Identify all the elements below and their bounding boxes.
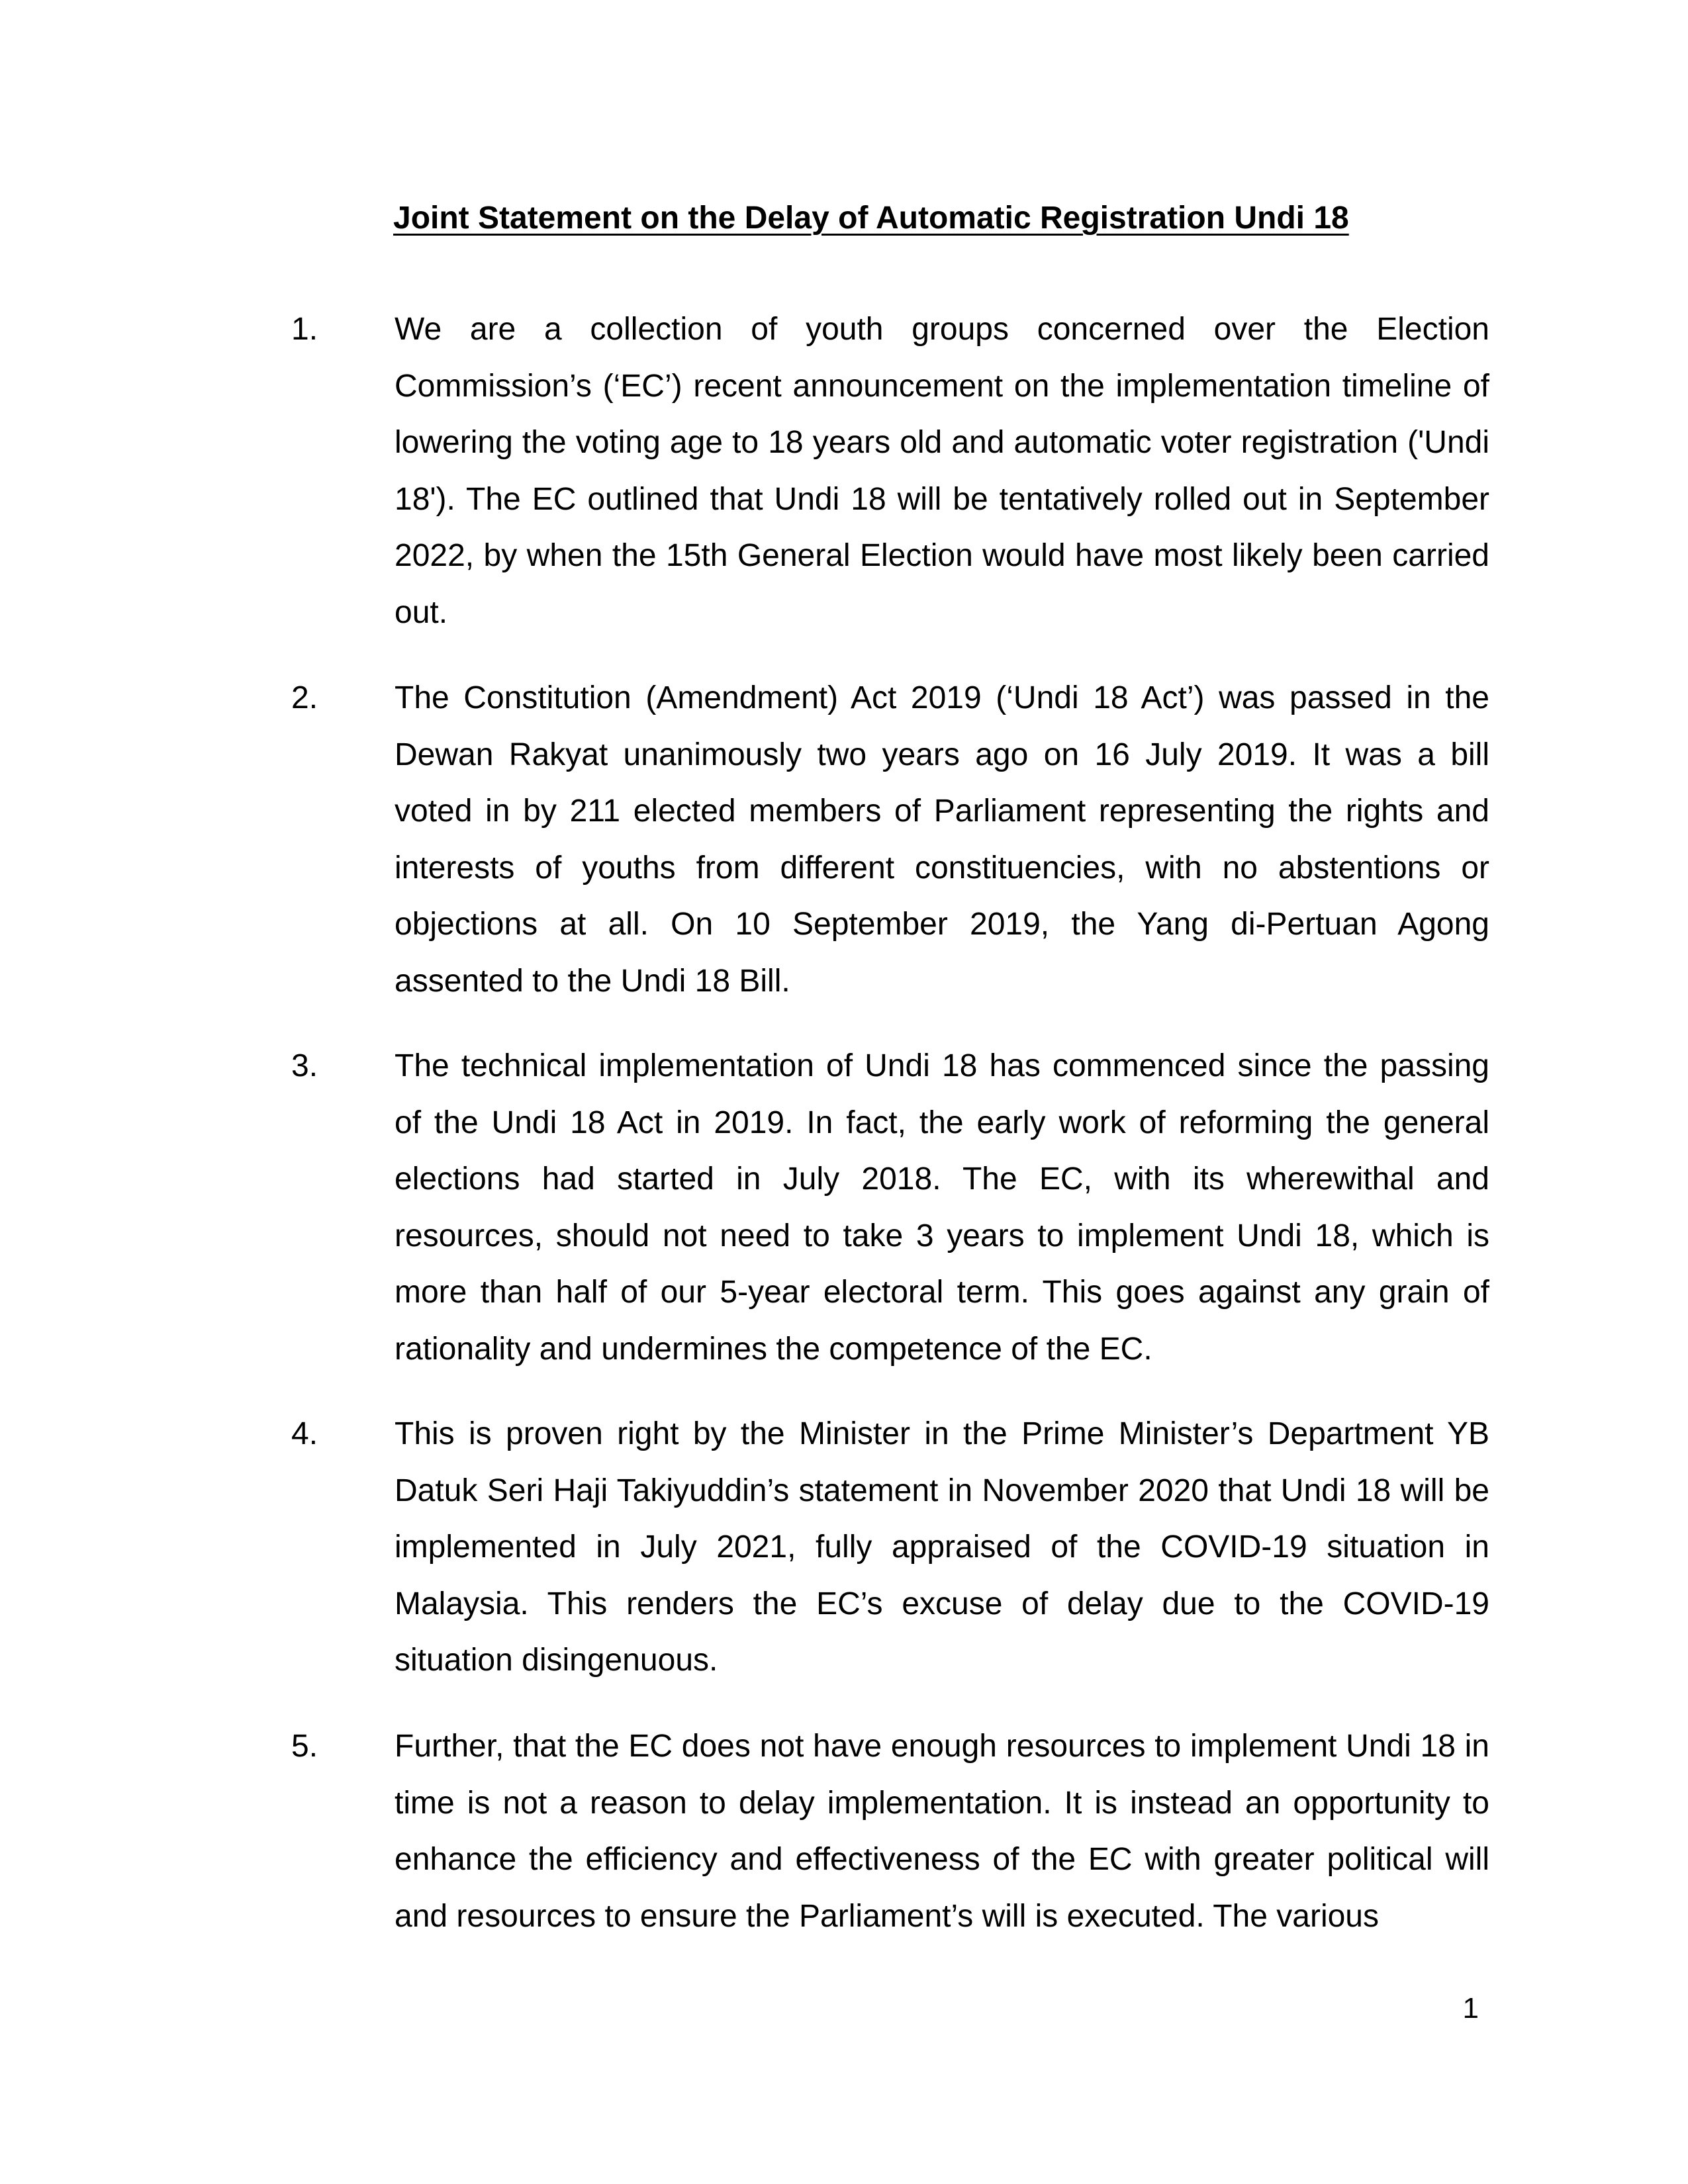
document-title: Joint Statement on the Delay of Automatic Registration Undi 18 xyxy=(393,201,1349,236)
paragraph-text: We are a collection of youth groups concerned over the Election Commission’s (‘EC’) recent announcement on the implementation timeline of lowering the voting age to 18 years old and automatic voter registration ('Undi 18'). The EC outlined that Undi 18 will be tentatively rolled out in September 2022, by when the 15th General Election would have most likely been carried out. xyxy=(395,312,1489,630)
paragraph-text: The technical implementation of Undi 18 has commenced since the passing of the Undi 18 Act in 2019. In fact, the early work of reforming the general elections had started in July 2018. The EC, with its wherewithal and resources, should not need to take 3 years to implement Undi 18, which is more than half of our 5-year electoral term. This goes against any grain of rationality and undermines the competence of the EC. xyxy=(395,1048,1489,1367)
paragraph-number: 5. xyxy=(291,1729,318,1764)
paragraph-text: This is proven right by the Minister in the Prime Minister’s Department YB Datuk Seri Haji Takiyuddin’s statement in November 2020 that Undi 18 will be implemented in July 2021, fully appraised of the COVID-19 situation in Malaysia. This renders the EC’s excuse of delay due to the COVID-19 situation disingenuous. xyxy=(395,1416,1489,1678)
paragraph-number: 2. xyxy=(291,680,318,715)
paragraph-text: Further, that the EC does not have enough resources to implement Undi 18 in time is not a reason to delay implementation. It is instead an opportunity to enhance the efficiency and effectiveness of the EC with greater political will and resources to ensure the Parliament’s will is executed. The various xyxy=(395,1729,1489,1934)
paragraph-number: 3. xyxy=(291,1048,318,1083)
page-number: 1 xyxy=(1462,1992,1479,2025)
paragraph-number: 1. xyxy=(291,312,318,347)
paragraph-number: 4. xyxy=(291,1416,318,1451)
paragraph-text: The Constitution (Amendment) Act 2019 (‘Undi 18 Act’) was passed in the Dewan Rakyat unanimously two years ago on 16 July 2019. It was a bill voted in by 211 elected members of Parliament representing the rights and interests of youths from different constituencies, with no abstentions or objections at all. On 10 September 2019, the Yang di-Pertuan Agong assented to the Undi 18 Bill. xyxy=(395,680,1489,999)
